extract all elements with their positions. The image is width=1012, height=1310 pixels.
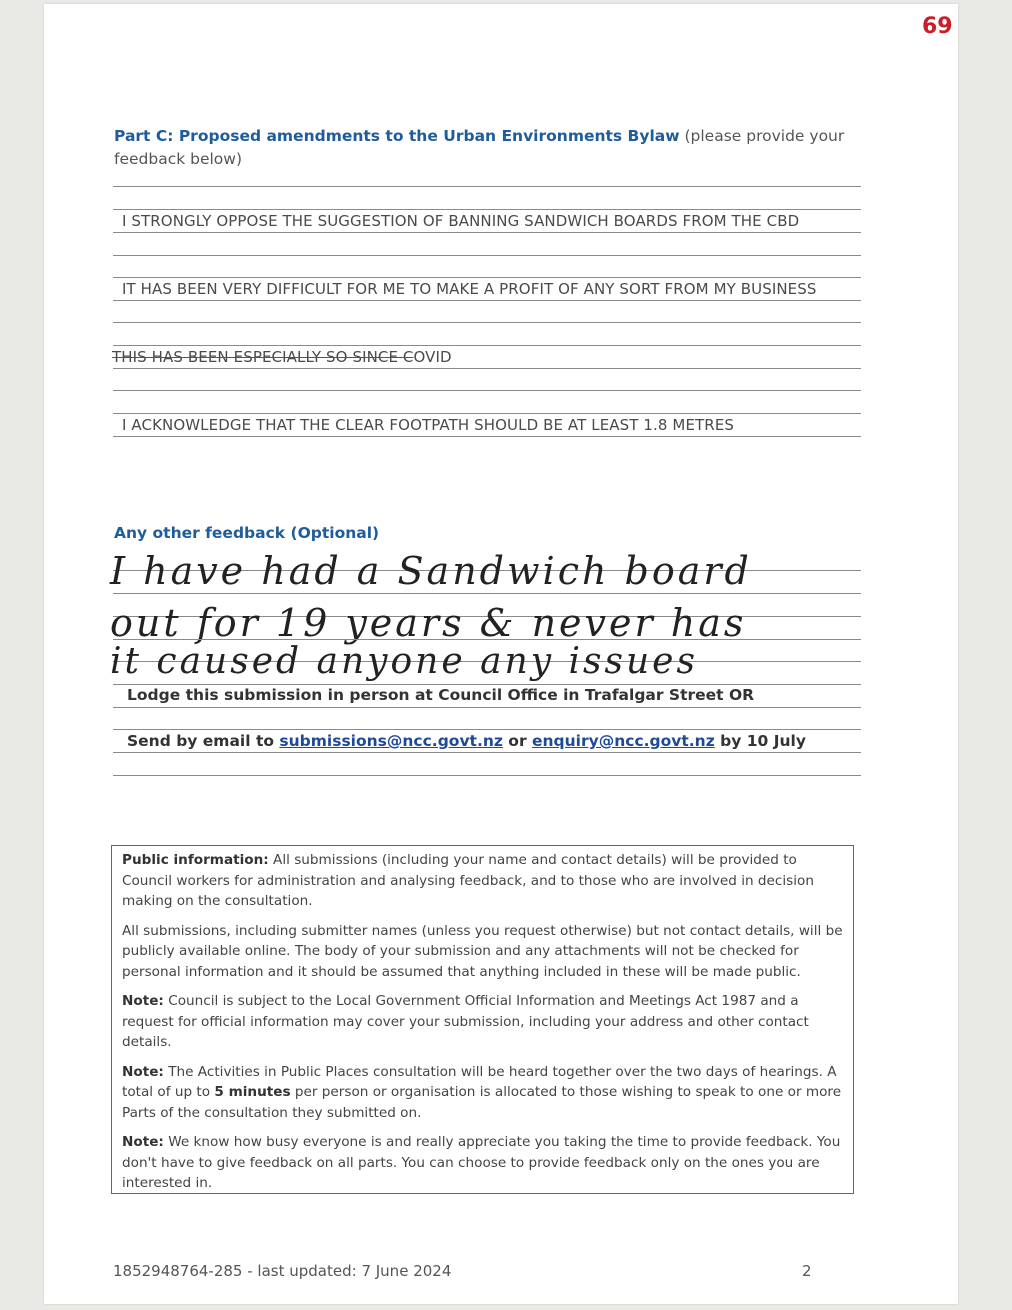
feedback-line-4: I ACKNOWLEDGE THAT THE CLEAR FOOTPATH SHOULD BE AT LEAST 1.8 METRES: [122, 416, 735, 434]
note-label: Note:: [122, 1134, 164, 1150]
public-information-box: [111, 845, 854, 1194]
part-c-title: Part C: Proposed amendments to the Urban Environments Bylaw: [114, 127, 680, 145]
remaining-text: OVID: [413, 348, 452, 366]
email-suffix: by 10 July: [714, 732, 806, 750]
rule-line: [113, 232, 861, 233]
feedback-line-3: [112, 348, 452, 366]
rule-line: [113, 277, 861, 278]
note-text: per person or organisation is allocated to those wishing to speak to one or more Parts of the consultation they submitted on.: [122, 1084, 842, 1121]
rule-line: [113, 707, 861, 708]
lodge-in-person: Lodge this submission in person at Council Office in Trafalgar Street OR: [127, 686, 755, 704]
public-info-paragraph: [122, 850, 843, 912]
footer-doc-id: 1852948764-285 - last updated: 7 June 2024: [113, 1262, 452, 1280]
submissions-email-link[interactable]: submissions@ncc.govt.nz: [279, 732, 503, 750]
part-c-heading: [114, 125, 854, 171]
note-text: Council is subject to the Local Government Official Information and Meetings Act 1987 and a request for official information may cover your submission, including your address and other contact details.: [122, 993, 809, 1050]
note-text: The Activities in Public Places consultation will be heard together over the two days of hearings. A total of up to: [122, 1063, 837, 1100]
footer-page-number: 2: [802, 1262, 812, 1280]
email-prefix: Send by email to: [127, 732, 280, 750]
public-info-label: Public information:: [122, 852, 269, 868]
public-info-text: All submissions (including your name and contact details) will be provided to Council workers for administration and analysing feedback, and to those who are involved in decision making on the consultation.: [122, 852, 814, 909]
handwriting-line-2: out for 19 years & never has: [110, 601, 747, 645]
rule-line: [113, 186, 861, 187]
note-text: We know how busy everyone is and really appreciate you taking the time to provide feedback. You don't have to give feedback on all parts. You can choose to provide feedback only on the ones you are interested in.: [122, 1134, 841, 1191]
rule-line: [113, 775, 861, 776]
hearings-note: [122, 1062, 843, 1124]
rule-line: [113, 593, 861, 594]
rule-line: [113, 436, 861, 437]
rule-line: [113, 345, 861, 346]
feedback-line-2: IT HAS BEEN VERY DIFFICULT FOR ME TO MAKE A PROFIT OF ANY SORT FROM MY BUSINESS: [122, 280, 817, 298]
rule-line: [113, 729, 861, 730]
enquiry-email-link[interactable]: enquiry@ncc.govt.nz: [532, 732, 715, 750]
rule-line: [113, 752, 861, 753]
struck-text: THIS HAS BEEN ESPECIALLY SO SINCE C: [112, 348, 414, 366]
note-label: Note:: [122, 1063, 164, 1080]
page-number-stamp: 69: [922, 14, 953, 39]
part-c-subtitle: (please provide your feedback below): [114, 127, 845, 168]
rule-line: [113, 639, 861, 640]
rule-line: [113, 368, 861, 369]
email-or: or: [502, 732, 532, 750]
rule-line: [113, 413, 861, 414]
rule-line: [113, 255, 861, 256]
handwriting-line-3: it caused anyone any issues: [110, 641, 698, 682]
appreciation-note: [122, 1132, 843, 1194]
minutes-bold: 5 minutes: [214, 1084, 291, 1100]
handwriting-line-1: I have had a Sandwich board: [110, 549, 752, 593]
lgoima-note: [122, 991, 843, 1053]
rule-line: [113, 300, 861, 301]
rule-line: [113, 684, 861, 685]
rule-line: [113, 322, 861, 323]
rule-line: [113, 390, 861, 391]
lodge-by-email: [127, 732, 806, 750]
note-label: Note:: [122, 993, 164, 1009]
other-feedback-title: Any other feedback (Optional): [114, 524, 380, 542]
rule-line: [113, 209, 861, 210]
publicly-available-paragraph: All submissions, including submitter names (unless you request otherwise) but not contact details, will be publicly available online. The body of your submission and any attachments will not be checked for personal information and it should be assumed that anything included in these will be made public.: [122, 922, 843, 980]
feedback-line-1: I STRONGLY OPPOSE THE SUGGESTION OF BANNING SANDWICH BOARDS FROM THE CBD: [122, 212, 800, 230]
